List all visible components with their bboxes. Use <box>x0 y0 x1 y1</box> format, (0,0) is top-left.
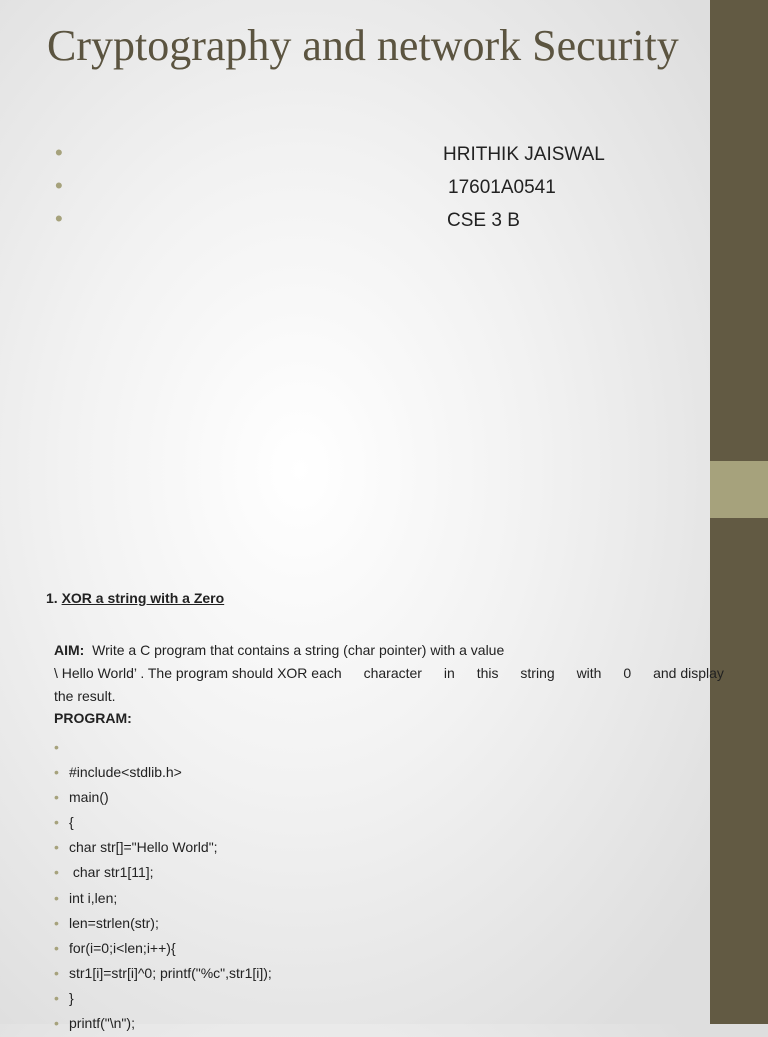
bullet-icon: • <box>54 839 59 856</box>
aim-text-1: Write a C program that contains a string (char pointer) with a value <box>92 642 505 658</box>
code-listing <box>54 736 674 1037</box>
code-line: • int i,len; <box>54 887 674 912</box>
bullet-icon: • <box>54 889 59 906</box>
code-line: • for(i=0;i<len;i++){ <box>54 937 674 962</box>
bullet-icon: • <box>54 864 59 881</box>
sidebar-accent-block <box>710 461 768 518</box>
code-line <box>54 736 674 761</box>
code-line: • { <box>54 811 674 836</box>
code-line: • char str[]="Hello World"; <box>54 836 674 861</box>
aim-word: in <box>443 665 455 681</box>
slide-title: Cryptography and network Security <box>47 21 679 70</box>
bullet-icon: • <box>54 964 59 981</box>
author-row <box>55 140 675 173</box>
section-number: 1. <box>46 590 58 606</box>
aim-word: this <box>476 665 499 681</box>
section-heading <box>46 590 224 606</box>
bullet-icon: • <box>55 206 63 231</box>
aim-word: 0 <box>623 665 632 681</box>
aim-line-1 <box>54 639 724 662</box>
aim-word: and display <box>653 665 724 681</box>
bullet-icon: • <box>54 989 59 1006</box>
author-name: HRITHIK JAISWAL <box>443 144 605 165</box>
bullet-icon: • <box>54 914 59 931</box>
code-line: • char str1[11]; <box>54 861 674 886</box>
bullet-icon: • <box>54 1015 59 1032</box>
aim-line-2 <box>54 662 724 685</box>
bullet-icon: • <box>55 140 63 165</box>
code-line: • #include<stdlib.h> <box>54 761 674 786</box>
aim-word: with <box>576 665 602 681</box>
code-line: • } <box>54 987 674 1012</box>
section-title: XOR a string with a Zero <box>61 590 225 606</box>
aim-paragraph <box>54 639 724 708</box>
aim-word: \ Hello World’ . The program should XOR each <box>54 665 342 681</box>
code-line: • main() <box>54 786 674 811</box>
code-line: • printf("\n"); <box>54 1012 674 1037</box>
aim-label: AIM: <box>54 642 85 658</box>
author-info <box>55 140 675 239</box>
author-row <box>55 206 675 239</box>
bullet-icon: • <box>55 173 63 198</box>
code-line: • len=strlen(str); <box>54 912 674 937</box>
aim-line-3: the result. <box>54 688 116 704</box>
aim-word: character <box>363 665 422 681</box>
author-row <box>55 173 675 206</box>
program-label: PROGRAM: <box>54 710 132 726</box>
aim-word: string <box>520 665 555 681</box>
bullet-icon: • <box>54 789 59 806</box>
class-section: CSE 3 B <box>447 210 520 231</box>
bullet-icon: • <box>54 764 59 781</box>
bullet-icon: • <box>54 739 59 755</box>
roll-number: 17601A0541 <box>448 177 556 198</box>
bullet-icon: • <box>54 814 59 831</box>
bullet-icon: • <box>54 939 59 956</box>
code-line: • str1[i]=str[i]^0; printf("%c",str1[i]); <box>54 962 674 987</box>
